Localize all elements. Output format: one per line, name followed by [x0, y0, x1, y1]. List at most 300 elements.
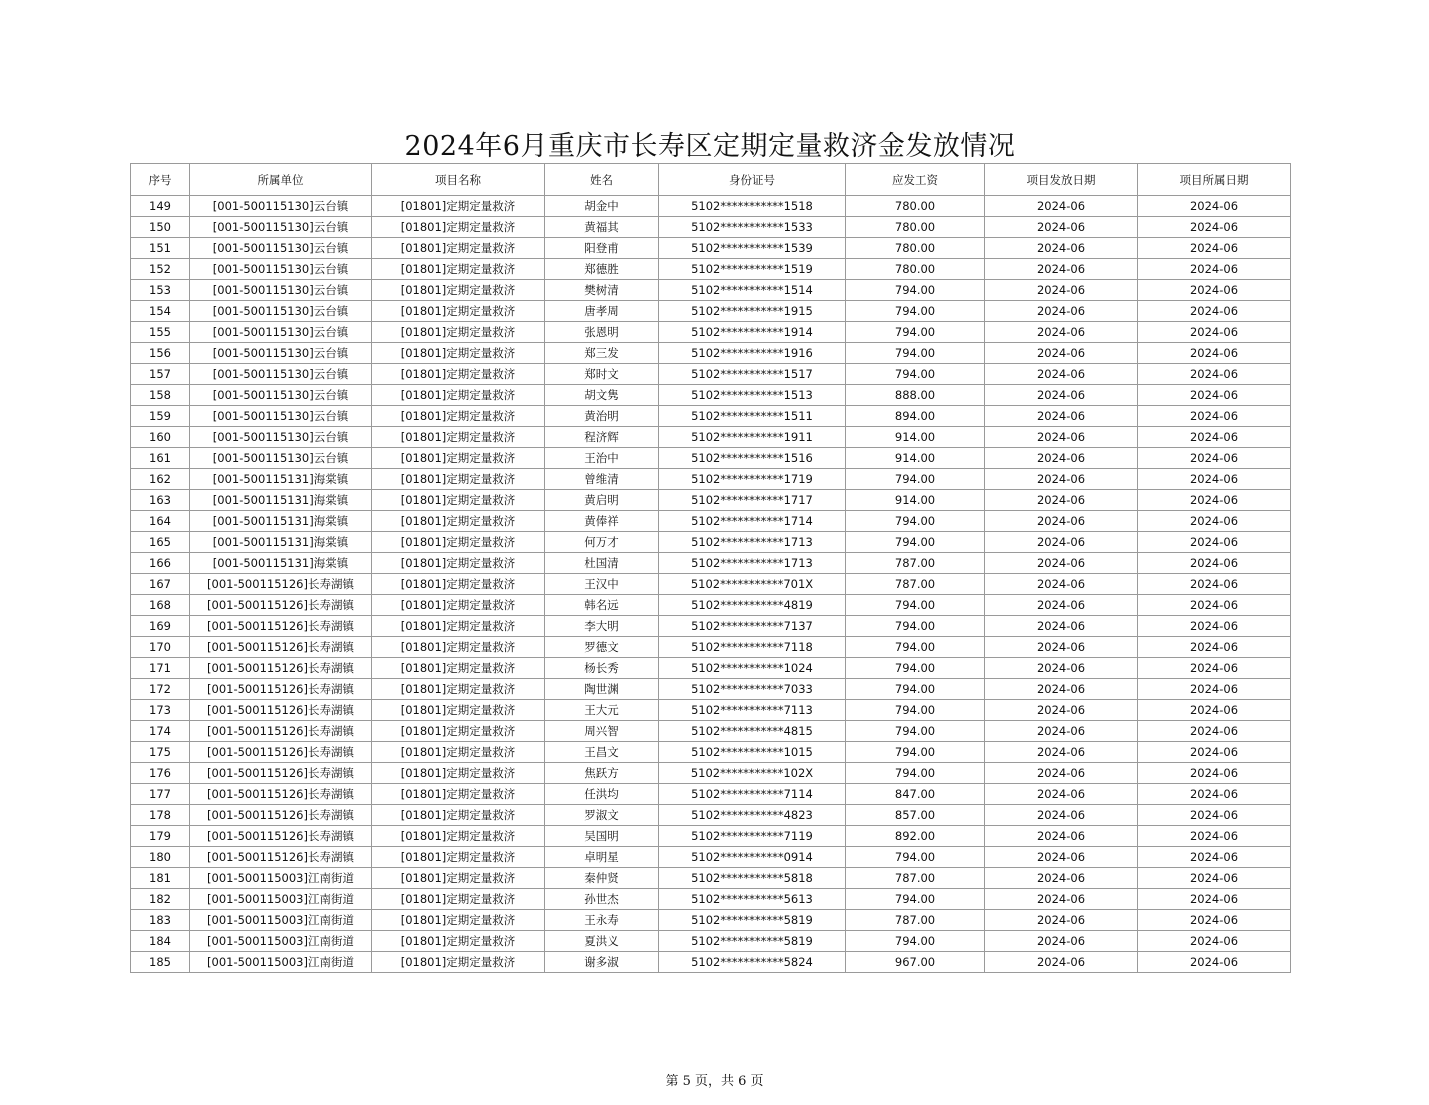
cell-unit: [001-500115003]江南街道	[190, 952, 372, 973]
table-row	[131, 595, 1291, 616]
cell-wage: 857.00	[846, 805, 985, 826]
cell-period-date: 2024-06	[1138, 784, 1291, 805]
cell-name: 郑德胜	[545, 259, 659, 280]
cell-issue-date: 2024-06	[985, 280, 1138, 301]
table-row	[131, 616, 1291, 637]
cell-id-number: 5102***********5613	[659, 889, 846, 910]
cell-index: 165	[131, 532, 190, 553]
page-title: 2024年6月重庆市长寿区定期定量救济金发放情况	[404, 131, 1016, 162]
cell-period-date: 2024-06	[1138, 700, 1291, 721]
cell-name: 杨长秀	[545, 658, 659, 679]
cell-period-date: 2024-06	[1138, 364, 1291, 385]
cell-id-number: 5102***********0914	[659, 847, 846, 868]
cell-unit: [001-500115130]云台镇	[190, 427, 372, 448]
table-row	[131, 511, 1291, 532]
cell-name: 郑三发	[545, 343, 659, 364]
cell-period-date: 2024-06	[1138, 721, 1291, 742]
table-row	[131, 952, 1291, 973]
cell-wage: 787.00	[846, 910, 985, 931]
cell-period-date: 2024-06	[1138, 847, 1291, 868]
cell-period-date: 2024-06	[1138, 679, 1291, 700]
cell-wage: 787.00	[846, 574, 985, 595]
cell-index: 175	[131, 742, 190, 763]
cell-name: 程济辉	[545, 427, 659, 448]
cell-issue-date: 2024-06	[985, 574, 1138, 595]
cell-wage: 794.00	[846, 322, 985, 343]
cell-period-date: 2024-06	[1138, 532, 1291, 553]
cell-issue-date: 2024-06	[985, 637, 1138, 658]
table-row	[131, 427, 1291, 448]
cell-project: [01801]定期定量救济	[372, 427, 545, 448]
cell-project: [01801]定期定量救济	[372, 406, 545, 427]
cell-id-number: 5102***********4815	[659, 721, 846, 742]
table-row	[131, 532, 1291, 553]
cell-project: [01801]定期定量救济	[372, 385, 545, 406]
col-header-period-date: 项目所属日期	[1138, 164, 1291, 196]
cell-wage: 794.00	[846, 700, 985, 721]
cell-period-date: 2024-06	[1138, 406, 1291, 427]
cell-project: [01801]定期定量救济	[372, 553, 545, 574]
cell-issue-date: 2024-06	[985, 931, 1138, 952]
cell-issue-date: 2024-06	[985, 385, 1138, 406]
cell-period-date: 2024-06	[1138, 910, 1291, 931]
cell-period-date: 2024-06	[1138, 952, 1291, 973]
cell-period-date: 2024-06	[1138, 826, 1291, 847]
cell-period-date: 2024-06	[1138, 574, 1291, 595]
cell-issue-date: 2024-06	[985, 826, 1138, 847]
cell-wage: 794.00	[846, 469, 985, 490]
cell-unit: [001-500115126]长寿湖镇	[190, 742, 372, 763]
cell-name: 秦仲贤	[545, 868, 659, 889]
cell-name: 李大明	[545, 616, 659, 637]
cell-index: 168	[131, 595, 190, 616]
cell-period-date: 2024-06	[1138, 217, 1291, 238]
table-row	[131, 322, 1291, 343]
cell-id-number: 5102***********7137	[659, 616, 846, 637]
cell-project: [01801]定期定量救济	[372, 700, 545, 721]
cell-issue-date: 2024-06	[985, 952, 1138, 973]
cell-project: [01801]定期定量救济	[372, 259, 545, 280]
cell-unit: [001-500115003]江南街道	[190, 868, 372, 889]
cell-project: [01801]定期定量救济	[372, 280, 545, 301]
table-row	[131, 868, 1291, 889]
cell-period-date: 2024-06	[1138, 322, 1291, 343]
cell-wage: 780.00	[846, 238, 985, 259]
table-row	[131, 784, 1291, 805]
table-row	[131, 637, 1291, 658]
cell-name: 孙世杰	[545, 889, 659, 910]
cell-unit: [001-500115131]海棠镇	[190, 490, 372, 511]
cell-index: 185	[131, 952, 190, 973]
cell-issue-date: 2024-06	[985, 406, 1138, 427]
cell-index: 160	[131, 427, 190, 448]
cell-wage: 794.00	[846, 595, 985, 616]
cell-index: 153	[131, 280, 190, 301]
cell-name: 何万才	[545, 532, 659, 553]
cell-index: 152	[131, 259, 190, 280]
table-row	[131, 679, 1291, 700]
cell-name: 吴国明	[545, 826, 659, 847]
cell-issue-date: 2024-06	[985, 301, 1138, 322]
cell-unit: [001-500115126]长寿湖镇	[190, 805, 372, 826]
cell-id-number: 5102***********1015	[659, 742, 846, 763]
cell-index: 151	[131, 238, 190, 259]
cell-name: 胡金中	[545, 196, 659, 217]
cell-period-date: 2024-06	[1138, 259, 1291, 280]
cell-id-number: 5102***********1916	[659, 343, 846, 364]
cell-issue-date: 2024-06	[985, 700, 1138, 721]
cell-period-date: 2024-06	[1138, 448, 1291, 469]
cell-period-date: 2024-06	[1138, 868, 1291, 889]
cell-unit: [001-500115126]长寿湖镇	[190, 826, 372, 847]
cell-wage: 914.00	[846, 490, 985, 511]
table-row	[131, 238, 1291, 259]
cell-issue-date: 2024-06	[985, 322, 1138, 343]
cell-id-number: 5102***********1518	[659, 196, 846, 217]
cell-id-number: 5102***********1915	[659, 301, 846, 322]
cell-project: [01801]定期定量救济	[372, 763, 545, 784]
cell-id-number: 5102***********1713	[659, 553, 846, 574]
cell-name: 王永寿	[545, 910, 659, 931]
cell-period-date: 2024-06	[1138, 511, 1291, 532]
col-header-unit: 所属单位	[190, 164, 372, 196]
cell-project: [01801]定期定量救济	[372, 196, 545, 217]
cell-name: 罗淑文	[545, 805, 659, 826]
cell-period-date: 2024-06	[1138, 427, 1291, 448]
cell-project: [01801]定期定量救济	[372, 511, 545, 532]
cell-project: [01801]定期定量救济	[372, 532, 545, 553]
cell-name: 王汉中	[545, 574, 659, 595]
cell-index: 163	[131, 490, 190, 511]
cell-index: 167	[131, 574, 190, 595]
table-row	[131, 574, 1291, 595]
cell-id-number: 5102***********1533	[659, 217, 846, 238]
cell-index: 178	[131, 805, 190, 826]
cell-project: [01801]定期定量救济	[372, 217, 545, 238]
cell-wage: 892.00	[846, 826, 985, 847]
cell-name: 卓明星	[545, 847, 659, 868]
cell-period-date: 2024-06	[1138, 763, 1291, 784]
cell-period-date: 2024-06	[1138, 889, 1291, 910]
cell-issue-date: 2024-06	[985, 805, 1138, 826]
cell-wage: 888.00	[846, 385, 985, 406]
table-row	[131, 826, 1291, 847]
cell-issue-date: 2024-06	[985, 616, 1138, 637]
cell-issue-date: 2024-06	[985, 427, 1138, 448]
table-row	[131, 931, 1291, 952]
cell-name: 王昌文	[545, 742, 659, 763]
cell-unit: [001-500115126]长寿湖镇	[190, 679, 372, 700]
table-row	[131, 448, 1291, 469]
cell-wage: 794.00	[846, 364, 985, 385]
cell-project: [01801]定期定量救济	[372, 868, 545, 889]
cell-project: [01801]定期定量救济	[372, 784, 545, 805]
cell-project: [01801]定期定量救济	[372, 805, 545, 826]
cell-name: 韩名远	[545, 595, 659, 616]
cell-issue-date: 2024-06	[985, 868, 1138, 889]
cell-index: 170	[131, 637, 190, 658]
cell-issue-date: 2024-06	[985, 469, 1138, 490]
cell-unit: [001-500115130]云台镇	[190, 196, 372, 217]
cell-id-number: 5102***********5819	[659, 910, 846, 931]
cell-project: [01801]定期定量救济	[372, 574, 545, 595]
cell-issue-date: 2024-06	[985, 238, 1138, 259]
cell-wage: 794.00	[846, 511, 985, 532]
cell-name: 郑时文	[545, 364, 659, 385]
cell-project: [01801]定期定量救济	[372, 238, 545, 259]
cell-unit: [001-500115130]云台镇	[190, 448, 372, 469]
cell-unit: [001-500115126]长寿湖镇	[190, 595, 372, 616]
cell-issue-date: 2024-06	[985, 217, 1138, 238]
cell-unit: [001-500115126]长寿湖镇	[190, 784, 372, 805]
cell-period-date: 2024-06	[1138, 469, 1291, 490]
cell-wage: 780.00	[846, 196, 985, 217]
cell-wage: 847.00	[846, 784, 985, 805]
cell-id-number: 5102***********7118	[659, 637, 846, 658]
cell-name: 任洪均	[545, 784, 659, 805]
col-header-project: 项目名称	[372, 164, 545, 196]
cell-name: 谢多淑	[545, 952, 659, 973]
cell-name: 焦跃方	[545, 763, 659, 784]
cell-unit: [001-500115130]云台镇	[190, 406, 372, 427]
cell-index: 181	[131, 868, 190, 889]
table-row	[131, 910, 1291, 931]
cell-wage: 794.00	[846, 742, 985, 763]
cell-name: 唐孝周	[545, 301, 659, 322]
cell-wage: 794.00	[846, 721, 985, 742]
cell-id-number: 5102***********1719	[659, 469, 846, 490]
cell-index: 180	[131, 847, 190, 868]
cell-period-date: 2024-06	[1138, 616, 1291, 637]
cell-project: [01801]定期定量救济	[372, 658, 545, 679]
cell-index: 183	[131, 910, 190, 931]
cell-issue-date: 2024-06	[985, 364, 1138, 385]
cell-period-date: 2024-06	[1138, 553, 1291, 574]
cell-id-number: 5102***********5818	[659, 868, 846, 889]
cell-unit: [001-500115131]海棠镇	[190, 511, 372, 532]
cell-project: [01801]定期定量救济	[372, 637, 545, 658]
cell-period-date: 2024-06	[1138, 343, 1291, 364]
cell-wage: 787.00	[846, 553, 985, 574]
cell-unit: [001-500115130]云台镇	[190, 238, 372, 259]
cell-unit: [001-500115126]长寿湖镇	[190, 637, 372, 658]
cell-project: [01801]定期定量救济	[372, 679, 545, 700]
cell-unit: [001-500115130]云台镇	[190, 343, 372, 364]
cell-project: [01801]定期定量救济	[372, 322, 545, 343]
table-row	[131, 889, 1291, 910]
cell-name: 杜国清	[545, 553, 659, 574]
table-row	[131, 490, 1291, 511]
cell-index: 155	[131, 322, 190, 343]
cell-name: 胡文隽	[545, 385, 659, 406]
cell-unit: [001-500115126]长寿湖镇	[190, 847, 372, 868]
cell-unit: [001-500115130]云台镇	[190, 280, 372, 301]
cell-project: [01801]定期定量救济	[372, 721, 545, 742]
cell-index: 157	[131, 364, 190, 385]
col-header-wage: 应发工资	[846, 164, 985, 196]
cell-unit: [001-500115003]江南街道	[190, 931, 372, 952]
cell-id-number: 5102***********701X	[659, 574, 846, 595]
cell-issue-date: 2024-06	[985, 448, 1138, 469]
cell-wage: 794.00	[846, 889, 985, 910]
relief-payment-table	[130, 163, 1291, 973]
cell-id-number: 5102***********1914	[659, 322, 846, 343]
table-row	[131, 385, 1291, 406]
cell-wage: 794.00	[846, 343, 985, 364]
table-row	[131, 259, 1291, 280]
cell-project: [01801]定期定量救济	[372, 343, 545, 364]
cell-name: 黄启明	[545, 490, 659, 511]
cell-name: 王治中	[545, 448, 659, 469]
table-row	[131, 280, 1291, 301]
cell-period-date: 2024-06	[1138, 742, 1291, 763]
cell-name: 罗德文	[545, 637, 659, 658]
table-row	[131, 805, 1291, 826]
cell-id-number: 5102***********7114	[659, 784, 846, 805]
cell-issue-date: 2024-06	[985, 679, 1138, 700]
cell-issue-date: 2024-06	[985, 889, 1138, 910]
cell-unit: [001-500115126]长寿湖镇	[190, 658, 372, 679]
cell-project: [01801]定期定量救济	[372, 301, 545, 322]
cell-unit: [001-500115126]长寿湖镇	[190, 616, 372, 637]
cell-index: 184	[131, 931, 190, 952]
cell-index: 150	[131, 217, 190, 238]
cell-issue-date: 2024-06	[985, 763, 1138, 784]
cell-index: 171	[131, 658, 190, 679]
cell-wage: 967.00	[846, 952, 985, 973]
cell-unit: [001-500115130]云台镇	[190, 364, 372, 385]
cell-project: [01801]定期定量救济	[372, 616, 545, 637]
cell-id-number: 5102***********7113	[659, 700, 846, 721]
cell-unit: [001-500115126]长寿湖镇	[190, 721, 372, 742]
cell-id-number: 5102***********4823	[659, 805, 846, 826]
cell-id-number: 5102***********102X	[659, 763, 846, 784]
cell-wage: 794.00	[846, 658, 985, 679]
cell-project: [01801]定期定量救济	[372, 469, 545, 490]
cell-project: [01801]定期定量救济	[372, 931, 545, 952]
cell-wage: 794.00	[846, 847, 985, 868]
cell-name: 黄福其	[545, 217, 659, 238]
cell-wage: 894.00	[846, 406, 985, 427]
cell-name: 阳登甫	[545, 238, 659, 259]
cell-unit: [001-500115126]长寿湖镇	[190, 763, 372, 784]
cell-id-number: 5102***********1513	[659, 385, 846, 406]
table-row	[131, 343, 1291, 364]
cell-index: 176	[131, 763, 190, 784]
table-row	[131, 217, 1291, 238]
cell-name: 黄治明	[545, 406, 659, 427]
table-header-row	[131, 164, 1291, 196]
cell-index: 179	[131, 826, 190, 847]
cell-period-date: 2024-06	[1138, 385, 1291, 406]
col-header-id-number: 身份证号	[659, 164, 846, 196]
cell-index: 166	[131, 553, 190, 574]
table-row	[131, 364, 1291, 385]
cell-project: [01801]定期定量救济	[372, 448, 545, 469]
cell-name: 樊树清	[545, 280, 659, 301]
cell-issue-date: 2024-06	[985, 784, 1138, 805]
cell-wage: 794.00	[846, 301, 985, 322]
cell-id-number: 5102***********1514	[659, 280, 846, 301]
cell-project: [01801]定期定量救济	[372, 490, 545, 511]
cell-project: [01801]定期定量救济	[372, 952, 545, 973]
cell-period-date: 2024-06	[1138, 238, 1291, 259]
col-header-name: 姓名	[545, 164, 659, 196]
cell-index: 158	[131, 385, 190, 406]
cell-index: 161	[131, 448, 190, 469]
cell-issue-date: 2024-06	[985, 847, 1138, 868]
cell-issue-date: 2024-06	[985, 742, 1138, 763]
cell-id-number: 5102***********1717	[659, 490, 846, 511]
cell-id-number: 5102***********5819	[659, 931, 846, 952]
cell-unit: [001-500115131]海棠镇	[190, 532, 372, 553]
table-row	[131, 763, 1291, 784]
cell-period-date: 2024-06	[1138, 805, 1291, 826]
cell-unit: [001-500115003]江南街道	[190, 910, 372, 931]
cell-wage: 780.00	[846, 259, 985, 280]
cell-index: 174	[131, 721, 190, 742]
cell-project: [01801]定期定量救济	[372, 910, 545, 931]
cell-wage: 914.00	[846, 427, 985, 448]
cell-id-number: 5102***********1516	[659, 448, 846, 469]
cell-unit: [001-500115130]云台镇	[190, 322, 372, 343]
cell-unit: [001-500115126]长寿湖镇	[190, 700, 372, 721]
cell-id-number: 5102***********1517	[659, 364, 846, 385]
cell-unit: [001-500115130]云台镇	[190, 385, 372, 406]
table-row	[131, 553, 1291, 574]
cell-index: 162	[131, 469, 190, 490]
cell-unit: [001-500115130]云台镇	[190, 259, 372, 280]
cell-issue-date: 2024-06	[985, 595, 1138, 616]
page-footer: 第 5 页，共 6 页	[665, 1074, 764, 1089]
table-row	[131, 469, 1291, 490]
table-row	[131, 847, 1291, 868]
cell-unit: [001-500115126]长寿湖镇	[190, 574, 372, 595]
cell-unit: [001-500115130]云台镇	[190, 217, 372, 238]
cell-issue-date: 2024-06	[985, 259, 1138, 280]
cell-index: 154	[131, 301, 190, 322]
cell-project: [01801]定期定量救济	[372, 826, 545, 847]
cell-name: 黄俸祥	[545, 511, 659, 532]
col-header-index: 序号	[131, 164, 190, 196]
cell-index: 159	[131, 406, 190, 427]
cell-period-date: 2024-06	[1138, 301, 1291, 322]
cell-id-number: 5102***********1519	[659, 259, 846, 280]
table-row	[131, 721, 1291, 742]
cell-project: [01801]定期定量救济	[372, 364, 545, 385]
cell-unit: [001-500115131]海棠镇	[190, 553, 372, 574]
cell-period-date: 2024-06	[1138, 490, 1291, 511]
cell-index: 173	[131, 700, 190, 721]
cell-period-date: 2024-06	[1138, 637, 1291, 658]
cell-wage: 794.00	[846, 637, 985, 658]
cell-id-number: 5102***********1713	[659, 532, 846, 553]
cell-name: 张恩明	[545, 322, 659, 343]
cell-id-number: 5102***********5824	[659, 952, 846, 973]
cell-wage: 794.00	[846, 763, 985, 784]
cell-id-number: 5102***********1024	[659, 658, 846, 679]
cell-id-number: 5102***********7119	[659, 826, 846, 847]
cell-period-date: 2024-06	[1138, 196, 1291, 217]
cell-issue-date: 2024-06	[985, 196, 1138, 217]
cell-wage: 794.00	[846, 931, 985, 952]
cell-id-number: 5102***********4819	[659, 595, 846, 616]
cell-issue-date: 2024-06	[985, 490, 1138, 511]
cell-period-date: 2024-06	[1138, 931, 1291, 952]
cell-id-number: 5102***********1714	[659, 511, 846, 532]
cell-index: 172	[131, 679, 190, 700]
cell-wage: 794.00	[846, 679, 985, 700]
